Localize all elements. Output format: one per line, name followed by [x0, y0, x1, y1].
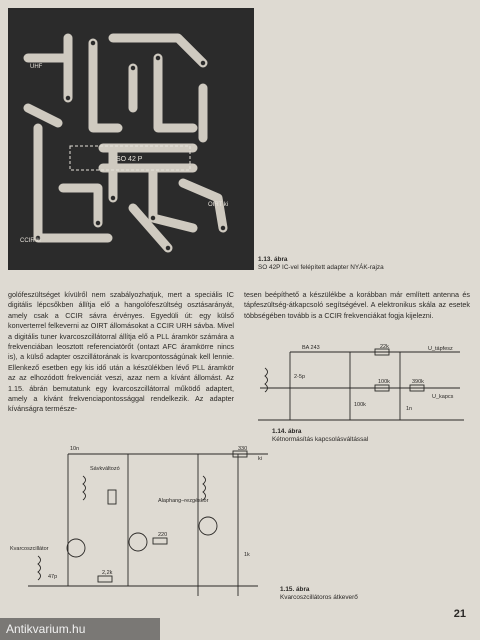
pcb-oirt-label: OIRT ki	[208, 202, 229, 208]
schematic-1-15	[8, 446, 278, 616]
figure-1-14-caption	[272, 428, 462, 444]
schematic-1-15-xtal2-label: Kvarcoszcillátor	[10, 546, 49, 552]
schematic-1-15-mixer-label: Alaphang–rezgéskör	[158, 498, 209, 504]
pcb-layout-figure	[8, 8, 254, 270]
body-text-right-paragraph: tesen beépíthető a készülékbe a korábban már említett antenna és tápfeszültség-átkapcsoló segítségével. A elektronikus skála az esetek többségében tovább is a CCIR frekvenciákat fogja kijelezni.	[244, 290, 470, 320]
schematic-1-14-r1-label: 22k	[380, 344, 389, 350]
pcb-chip-label: SO 42 P	[116, 156, 143, 163]
schematic-1-15-c10n-label: 10n	[70, 446, 80, 452]
schematic-1-14-utap-label: U_tápfesz	[428, 346, 453, 352]
schematic-1-15-xtal1-label: Sávkváltozó	[90, 466, 120, 472]
figure-1-13-number: 1.13. ábra	[258, 256, 288, 263]
figure-1-14-number: 1.14. ábra	[272, 428, 302, 435]
schematic-1-14-d1-label: 2-5p	[294, 374, 306, 380]
schematic-1-15-c47p-label: 47p	[48, 574, 58, 580]
pcb-ccir-label: CCIR ki	[20, 238, 41, 244]
figure-1-13-text: SO 42P IC-vel felépített adapter NYÁK-rajza	[258, 264, 384, 271]
body-text-left	[8, 290, 234, 415]
schematic-1-14-c1-label: 1n	[406, 406, 413, 412]
body-text-right	[244, 290, 470, 321]
schematic-1-14-r4-label: 390k	[412, 379, 424, 385]
schematic-1-14-r3-label: 100k	[354, 402, 366, 408]
schematic-1-14	[250, 340, 472, 425]
pcb-drawing	[8, 8, 254, 270]
figure-1-13-caption	[258, 256, 468, 272]
schematic-1-15-r220-label: 220	[158, 532, 168, 538]
watermark-label: Antikvarium.hu	[0, 618, 160, 640]
figure-1-15-text: Kvarcoszcillátoros átkeverő	[280, 594, 358, 601]
figure-1-15-number: 1.15. ábra	[280, 586, 310, 593]
schematic-1-14-r2-label: 100k	[378, 379, 390, 385]
figure-1-14-text: Kétnormásítás kapcsolásváltással	[272, 436, 369, 443]
figure-1-15-caption	[280, 586, 430, 602]
schematic-1-14-usw-label: U_kapcs	[432, 394, 454, 400]
schematic-1-14-ba-label: BA 243	[302, 345, 320, 351]
schematic-1-15-r2k2-label: 2,2k	[102, 570, 113, 576]
schematic-1-15-out-label: ki	[258, 456, 262, 462]
body-text-left-paragraph: golófeszültséget kívülről nem szabályozhatjuk, mert a speciális IC digitális lépcsőkben állítja elő a hangolófeszültség osztásarányát, amely csak a CCIR sávra érvényes. Egyedüli út: egy külső konverterrel felkeverni az OIRT állomásokat a CCIR URH sávba. Mivel a digitális tuner kvarcoszcillátorral állítja elő a PLL áramkör számára a frekvenciában leosztott referenciatörőt (ontazt AFC áramkörre nincs is), a külső adapter oszcillátorának is kvarcpontosságúnak kell lennie. Ellenkező esetben egy kis idő után a készülékben lévő PLL áramkör az az elhozódott frekvenciát veszi, azaz nem a kívánt állomást. Az 1.15. ábrán bemutatunk egy kvarcoszcillátorral működő adaptert, amely a kívánt frekvenciapontossággal rendelkezik. Az adapter kívánságra természe-	[8, 290, 234, 414]
page-number: 21	[453, 608, 466, 620]
schematic-1-15-r1k-label: 1k	[244, 552, 250, 558]
pcb-uhf-label: UHF	[30, 64, 43, 70]
schematic-1-15-r330-label: 330	[238, 446, 248, 452]
